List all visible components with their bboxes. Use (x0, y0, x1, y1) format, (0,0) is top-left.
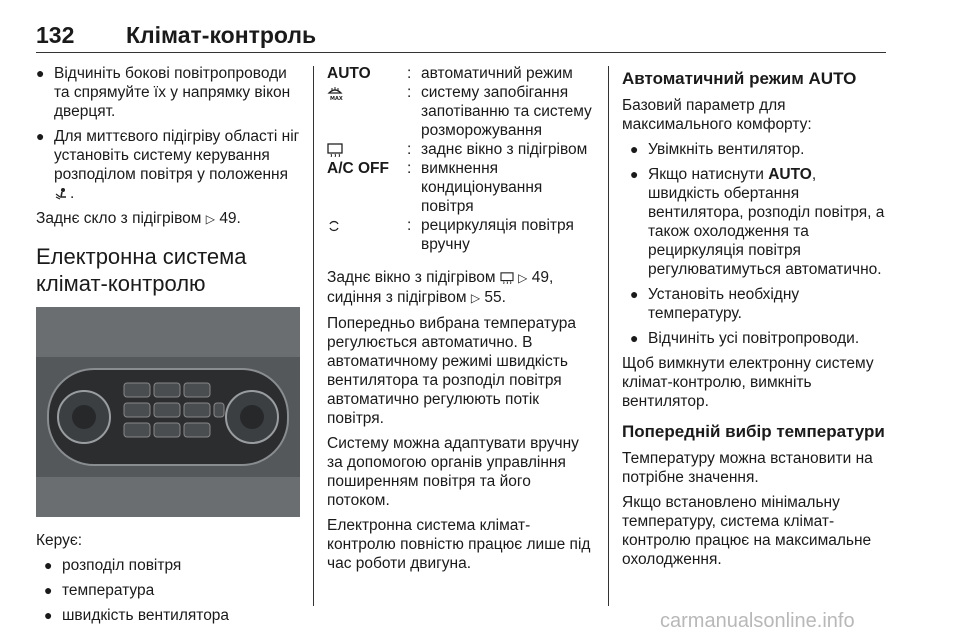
column-1 (36, 64, 302, 631)
recirculation-icon (327, 219, 341, 233)
rear-glass-ref: 49. (219, 210, 241, 227)
ref-arrow-icon: ▷ (518, 271, 528, 285)
ref-arrow-icon: ▷ (205, 212, 215, 226)
paragraph: Електронна система клімат-контролю повністю працює лише під час роботи двигуна. (327, 517, 591, 572)
paragraph: Якщо встановлено мінімальну температуру, система клімат-контролю працює на максимальне охолодження. (622, 494, 872, 568)
page-number: 132 (36, 22, 75, 48)
list-item: ● розподіл повітря (44, 557, 182, 574)
list-item: ● Якщо натиснути AUTO, швидкість обертання вентилятора, розподіл повітря, а також охолодження та рециркуляція повітря регулюватимуться автоматично. (630, 166, 885, 278)
list-item: ● Для миттєвого підігріву області ніг установіть систему керування розподілом повітря у положення . (36, 128, 300, 202)
section-heading: Автоматичний режим AUTO (622, 69, 857, 88)
table-row: : заднє вікно з підігрівом (327, 140, 597, 159)
column-2: AUTO : автоматичний режим MAX : систему запобігання запотіванню та систему розморожування : заднє вікно з підігрівом A/C OFF : вимкнення кондиціонування повітря : рециркуляція повітря вручну Заднє вікно з підігрівом ▷ 49, сидіння з підігрівом ▷ 55. Попередньо вибрана температура регулюється автоматично. В автоматичному режимі швидкість вентилятора та розподіл повітря автоматично регулюють потік повітря. Систему можна адаптувати вручну за допомогою органів управління поширенням повітря та його потоком. Електронна система клімат-контролю повністю працює лише під час роботи двигуна. (327, 64, 597, 579)
paragraph: Систему можна адаптувати вручну за допомогою органів управління поширенням повітря та його потоком. (327, 435, 579, 509)
section-heading: Попередній вибір температури (622, 422, 885, 441)
list-item: ● Відчиніть усі повітропроводи. (630, 330, 860, 347)
max-defrost-icon (327, 85, 343, 101)
paragraph: Базовий параметр для максимального комфорту: (622, 97, 812, 133)
section-heading: Електронна система клімат-контролю (36, 244, 247, 296)
table-row: A/C OFF : вимкнення кондиціонування повітря (327, 160, 543, 215)
climate-control-panel-image (36, 307, 300, 517)
table-row: : рециркуляція повітря вручну (327, 216, 597, 254)
svg-text:MAX: MAX (330, 95, 343, 101)
rear-window-heat-icon (500, 272, 514, 284)
list-item: ● Увімкніть вентилятор. (630, 141, 805, 158)
watermark: carmanualsonline.info (660, 610, 855, 632)
table-row: AUTO : автоматичний режим (327, 65, 573, 82)
list-item: ● Установіть необхідну температуру. (630, 286, 800, 322)
paragraph: Температуру можна встановити на потрібне значення. (622, 450, 873, 486)
rear-window-heat-icon (327, 143, 343, 157)
paragraph: Щоб вимкнути електронну систему клімат-контролю, вимкніть вентилятор. (622, 355, 874, 410)
table-row: MAX : систему запобігання запотіванню та систему розморожування (327, 83, 597, 140)
column-divider-2 (608, 66, 609, 606)
column-divider-1 (313, 66, 314, 606)
controls-label: Керує: (36, 532, 83, 549)
page-title: Клімат-контроль (126, 22, 317, 48)
column-3 (622, 64, 890, 575)
page-header (36, 22, 886, 52)
list-item: ● Відчиніть бокові повітропроводи та спрямуйте їх у напрямку вікон дверцят. (36, 65, 291, 120)
header-rule (36, 52, 886, 53)
rear-glass-text: Заднє скло з підігрівом (36, 210, 202, 227)
ref-arrow-icon: ▷ (470, 291, 481, 305)
list-item: ● швидкість вентилятора (44, 607, 230, 624)
footwell-airflow-icon (54, 187, 70, 201)
list-item: ● температура (44, 582, 155, 599)
paragraph: Попередньо вибрана температура регулюється автоматично. В автоматичному режимі швидкість вентилятора та розподіл повітря автоматично регулюють потік повітря. (327, 315, 576, 427)
